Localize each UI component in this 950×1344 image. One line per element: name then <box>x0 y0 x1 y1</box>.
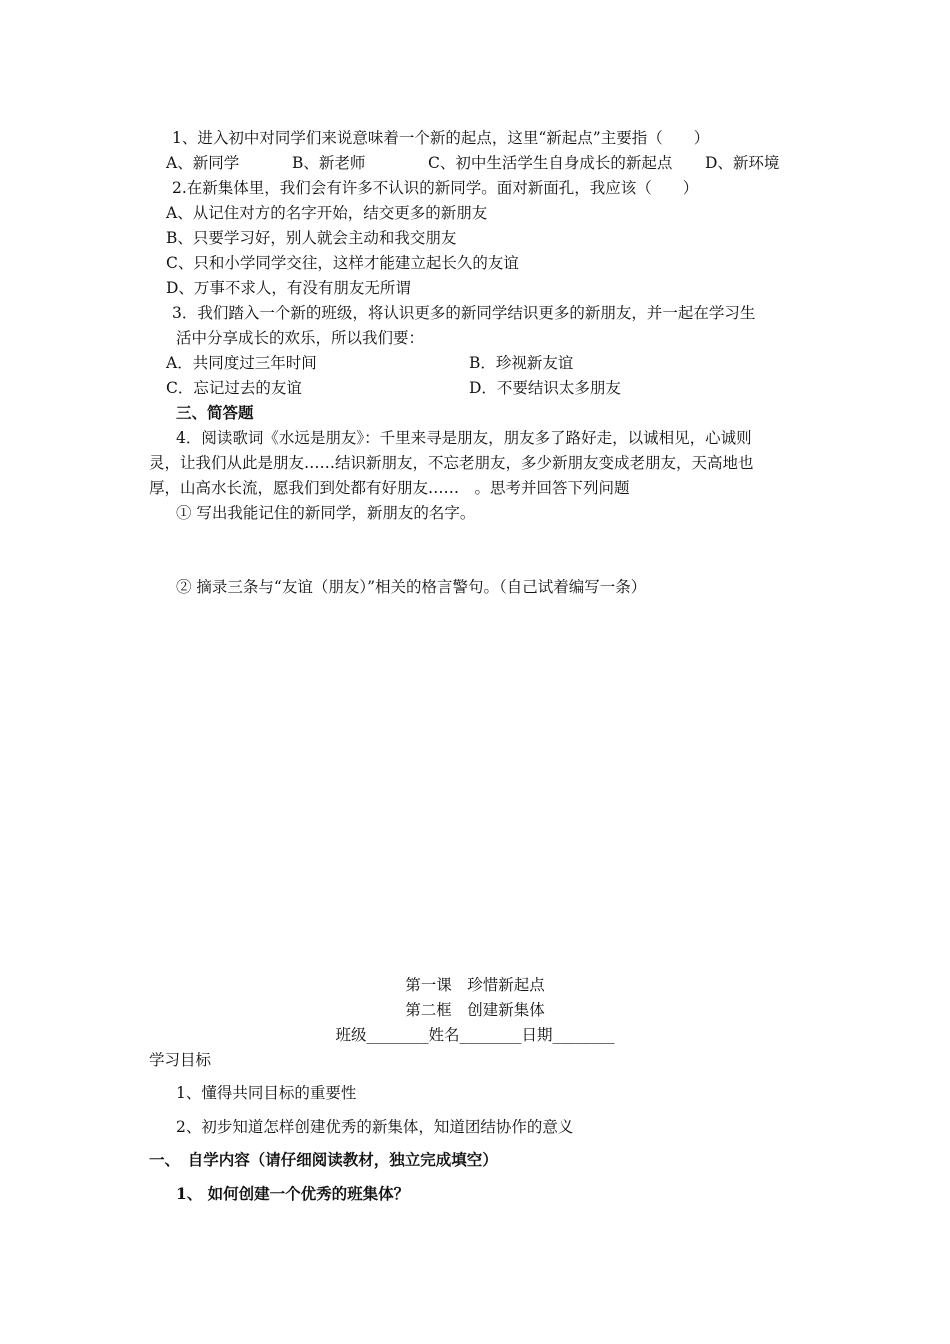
q3-option-c: C．忘记过去的友谊 <box>166 379 302 397</box>
q2-option-b: B、只要学习好，别人就会主动和我交朋友 <box>166 229 457 247</box>
section-heading-short-answer: 三、简答题 <box>176 403 254 422</box>
self-study-heading: 一、 自学内容（请仔细阅读教材，独立完成填空） <box>149 1150 498 1169</box>
objectives-heading: 学习目标 <box>149 1051 212 1069</box>
q4-sub1: ① 写出我能记住的新同学，新朋友的名字。 <box>176 504 476 522</box>
lesson-title: 第一课 珍惜新起点 <box>405 976 545 994</box>
class-name-date-line: 班级________姓名________日期________ <box>335 1026 615 1044</box>
q4-line2: 灵，让我们从此是朋友……结识新朋友，不忘老朋友，多少新朋友变成老朋友，天高地也 <box>149 454 754 472</box>
objective-item: 1、懂得共同目标的重要性 <box>176 1084 357 1102</box>
q3-stem-line2: 活中分享成长的欢乐，所以我们要： <box>176 329 425 347</box>
q3-stem-line1: 3．我们踏入一个新的班级，将认识更多的新同学结识更多的新朋友，并一起在学习生 <box>172 304 756 322</box>
q2-option-d: D、万事不求人，有没有朋友无所谓 <box>166 279 411 297</box>
q3-option-a: A．共同度过三年时间 <box>166 354 317 372</box>
q2-option-c: C、只和小学同学交往，这样才能建立起长久的友谊 <box>166 254 519 272</box>
q1-option-b: B、新老师 <box>292 154 366 172</box>
q4-sub2: ② 摘录三条与“友谊（朋友）”相关的格言警句。（自己试着编写一条） <box>176 578 647 596</box>
q1-option-a: A、新同学 <box>166 154 240 172</box>
q1-option-c: C、初中生活学生自身成长的新起点 <box>428 154 673 172</box>
q4-line1: 4．阅读歌词《水远是朋友》：千里来寻是朋友，朋友多了路好走，以诚相见，心诚则 <box>176 429 752 447</box>
q1-option-d: D、新环境 <box>705 154 780 172</box>
q2-stem: 2.在新集体里，我们会有许多不认识的新同学。面对新面孔，我应该（ ） <box>172 179 699 197</box>
q4-line3: 厚，山高水长流，愿我们到处都有好朋友…… 。思考并回答下列问题 <box>149 479 630 497</box>
q3-option-b: B．珍视新友谊 <box>469 354 574 372</box>
self-study-question-1: 1、 如何创建一个优秀的班集体？ <box>176 1184 410 1203</box>
q3-option-d: D．不要结识太多朋友 <box>469 379 621 397</box>
q2-option-a: A、从记住对方的名字开始，结交更多的新朋友 <box>166 204 488 222</box>
lesson-subtitle: 第二框 创建新集体 <box>405 1001 545 1019</box>
q1-stem: 1、进入初中对同学们来说意味着一个新的起点，这里“新起点”主要指（ ） <box>172 129 710 147</box>
objective-item: 2、初步知道怎样创建优秀的新集体，知道团结协作的意义 <box>176 1118 574 1136</box>
